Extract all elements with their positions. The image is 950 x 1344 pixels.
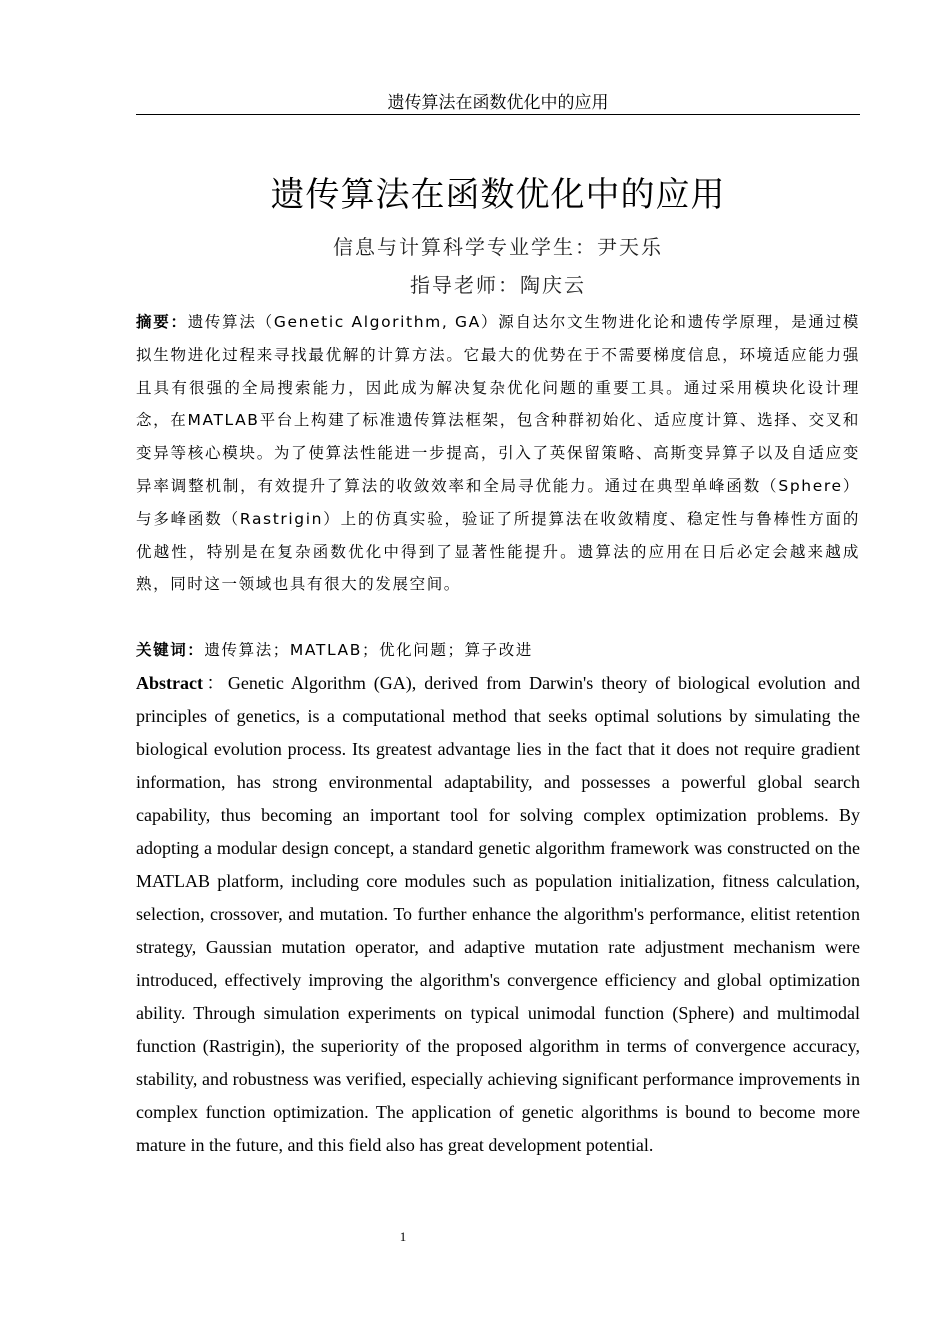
chinese-abstract-text: 遗传算法（Genetic Algorithm, GA）源自达尔文生物进化论和遗传学原理，是通过模拟生物进化过程来寻找最优解的计算方法。它最大的优势在于不需要梯度信息，环境适应能力强且具有很强的全局搜索能力，因此成为解决复杂优化问题的重要工具。通过采用模块化设计理念，在MATLAB平台上构建了标准遗传算法框架，包含种群初始化、适应度计算、选择、交叉和变异等核心模块。为了使算法性能进一步提高，引入了英保留策略、高斯变异算子以及自适应变异率调整机制，有效提升了算法的收敛效率和全局寻优能力。通过在典型单峰函数（Sphere）与多峰函数（Rastrigin）上的仿真实验，验证了所提算法在收敛精度、稳定性与鲁棒性方面的优越性，特别是在复杂函数优化中得到了显著性能提升。遗算法的应用在日后必定会越来越成熟，同时这一领域也具有很大的发展空间。	[136, 313, 860, 594]
chinese-keywords-label: 关键词：	[136, 641, 205, 659]
author-line: 信息与计算科学专业学生：尹天乐	[333, 235, 663, 259]
header-divider	[136, 114, 860, 115]
chinese-abstract	[136, 306, 860, 601]
page-number: 1	[399, 1229, 407, 1244]
english-abstract-text: Genetic Algorithm (GA), derived from Darwin's theory of biological evolution and principles of genetics, is a computational method that seeks optimal solutions by simulating the biological evolution process. Its greatest advantage lies in the fact that it does not require gradient information, has strong environmental adaptability, and possesses a powerful global search capability, thus becoming an important tool for solving complex optimization problems. By adopting a modular design concept, a standard genetic algorithm framework was constructed on the MATLAB platform, including core modules such as population initialization, fitness calculation, selection, crossover, and mutation. To further enhance the algorithm's performance, elitist retention strategy, Gaussian mutation operator, and adaptive mutation rate adjustment mechanism were introduced, effectively improving the algorithm's convergence efficiency and global optimization ability. Through simulation experiments on typical unimodal function (Sphere) and multimodal function (Rastrigin), the superiority of the proposed algorithm in terms of convergence accuracy, stability, and robustness was verified, especially achieving significant performance improvements in complex function optimization. The application of genetic algorithms is bound to become more mature in the future, and this field also has great development potential.	[136, 673, 860, 1155]
chinese-abstract-label: 摘要：	[136, 313, 188, 331]
running-header: 遗传算法在函数优化中的应用	[387, 93, 609, 113]
english-abstract	[136, 667, 860, 1162]
advisor-line: 指导老师：陶庆云	[410, 273, 586, 297]
english-abstract-label: Abstract	[136, 673, 203, 693]
english-abstract-separator: ：	[202, 673, 228, 693]
paper-title: 遗传算法在函数优化中的应用	[270, 175, 726, 215]
chinese-keywords-text: 遗传算法；MATLAB；优化问题；算子改进	[204, 641, 533, 659]
chinese-keywords	[136, 634, 860, 666]
